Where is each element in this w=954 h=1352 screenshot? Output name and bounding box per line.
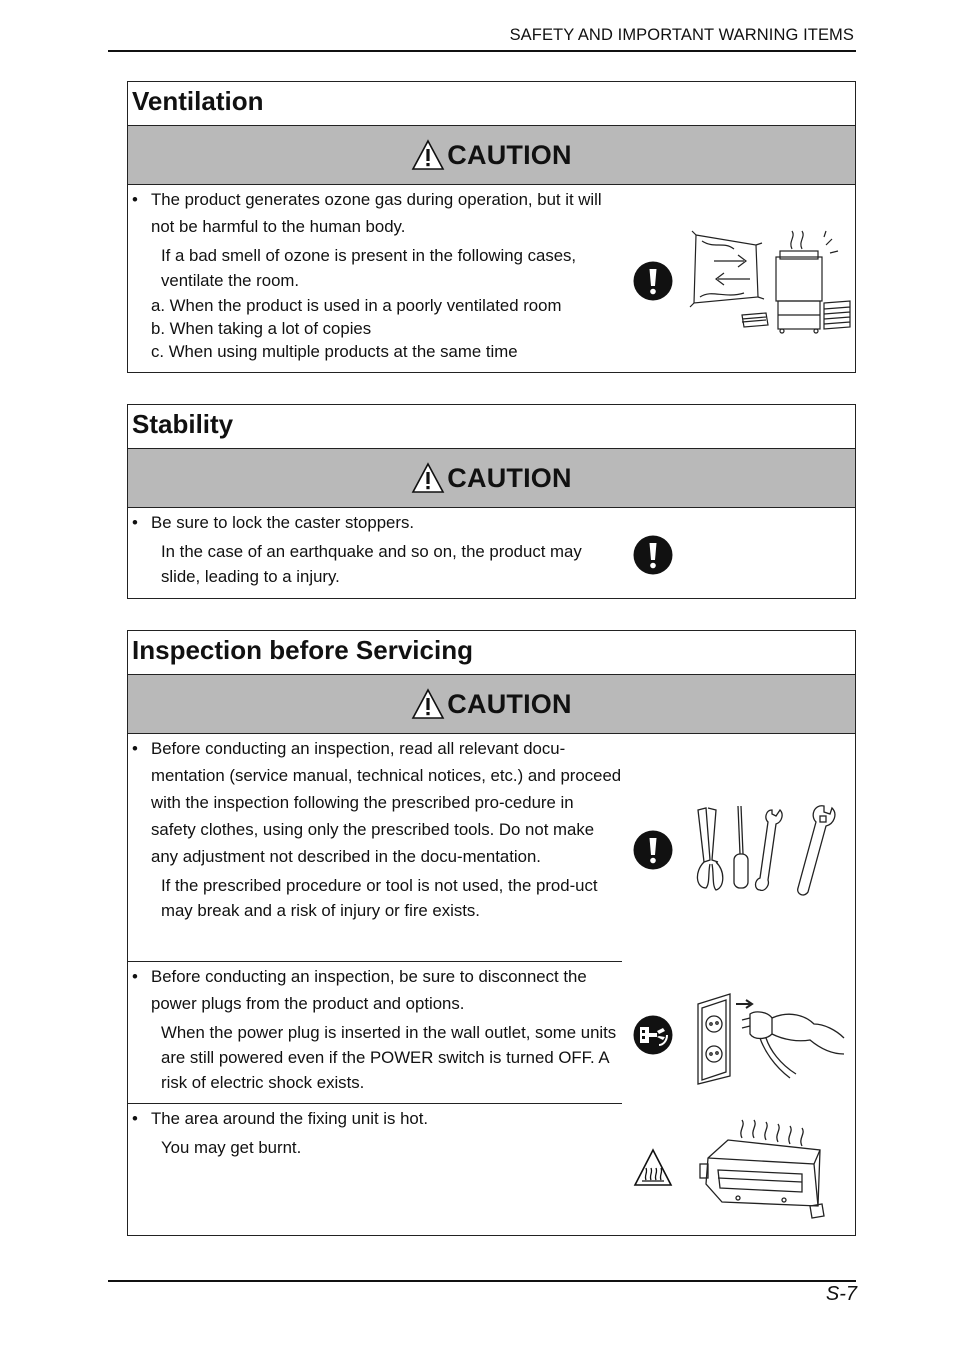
mandatory-action-icon xyxy=(633,261,673,301)
running-header: SAFETY AND IMPORTANT WARNING ITEMS xyxy=(509,26,854,44)
stability-section xyxy=(127,404,856,599)
caution-row xyxy=(128,734,855,1234)
warning-triangle-icon xyxy=(411,688,445,720)
note-text: You may get burnt. xyxy=(161,1138,302,1157)
ventilation-illustration-icon xyxy=(684,227,854,337)
caution-label: CAUTION xyxy=(447,462,572,493)
bullet-item: • The product generates ozone gas during operation, but it will not be harmful to the human body. xyxy=(132,190,602,236)
inspection-section xyxy=(127,630,856,1236)
note-text: If a bad smell of ozone is present in the following cases, ventilate the room. xyxy=(161,246,577,290)
header-rule xyxy=(108,50,856,52)
list-item: a. When the product is used in a poorly ventilated room xyxy=(151,296,562,315)
list-item: c. When using multiple products at the same time xyxy=(151,342,518,361)
ventilation-section xyxy=(127,81,856,373)
bullet-item: • The area around the fixing unit is hot. xyxy=(132,1109,429,1128)
power-plug-illustration-icon xyxy=(694,990,852,1086)
note-text: If the prescribed procedure or tool is not used, the prod-uct may break and a risk of injury or fire exists. xyxy=(161,876,598,920)
mandatory-action-icon xyxy=(633,535,673,575)
bullet-item: • Before conducting an inspection, be sure to disconnect the power plugs from the product and options. xyxy=(132,967,587,1013)
section-title: Inspection before Servicing xyxy=(128,631,855,675)
caution-label: CAUTION xyxy=(447,139,572,170)
caution-row xyxy=(128,185,855,371)
bullet-item: • Before conducting an inspection, read all relevant docu-mentation (service manual, technical notices, etc.) and proceed with the inspection following the prescribed pro-cedure in safety clothes, using only the prescribed tools. Do not make any adjustment not described in the docu-mentation. xyxy=(132,739,622,866)
caution-label: CAUTION xyxy=(447,688,572,719)
mandatory-action-icon xyxy=(633,830,673,870)
unplug-power-icon xyxy=(633,1015,673,1055)
caution-row xyxy=(128,508,855,597)
hot-surface-icon xyxy=(633,1148,673,1188)
fixing-unit-illustration-icon xyxy=(698,1118,848,1226)
warning-triangle-icon xyxy=(411,139,445,171)
bullet-item: • Be sure to lock the caster stoppers. xyxy=(132,513,415,532)
footer-rule xyxy=(108,1280,856,1282)
warning-triangle-icon xyxy=(411,462,445,494)
note-text: When the power plug is inserted in the wall outlet, some units are still powered even if the POWER switch is turned OFF. A risk of electric shock exists. xyxy=(161,1023,617,1092)
caution-banner xyxy=(128,126,855,185)
page-number: S-7 xyxy=(825,1283,857,1305)
list-item: b. When taking a lot of copies xyxy=(151,319,372,338)
note-text: In the case of an earthquake and so on, the product may slide, leading to a injury. xyxy=(161,542,582,586)
section-title: Ventilation xyxy=(128,82,855,126)
caution-banner xyxy=(128,449,855,508)
section-title: Stability xyxy=(128,405,855,449)
tools-illustration-icon xyxy=(694,802,852,900)
caution-banner xyxy=(128,675,855,734)
